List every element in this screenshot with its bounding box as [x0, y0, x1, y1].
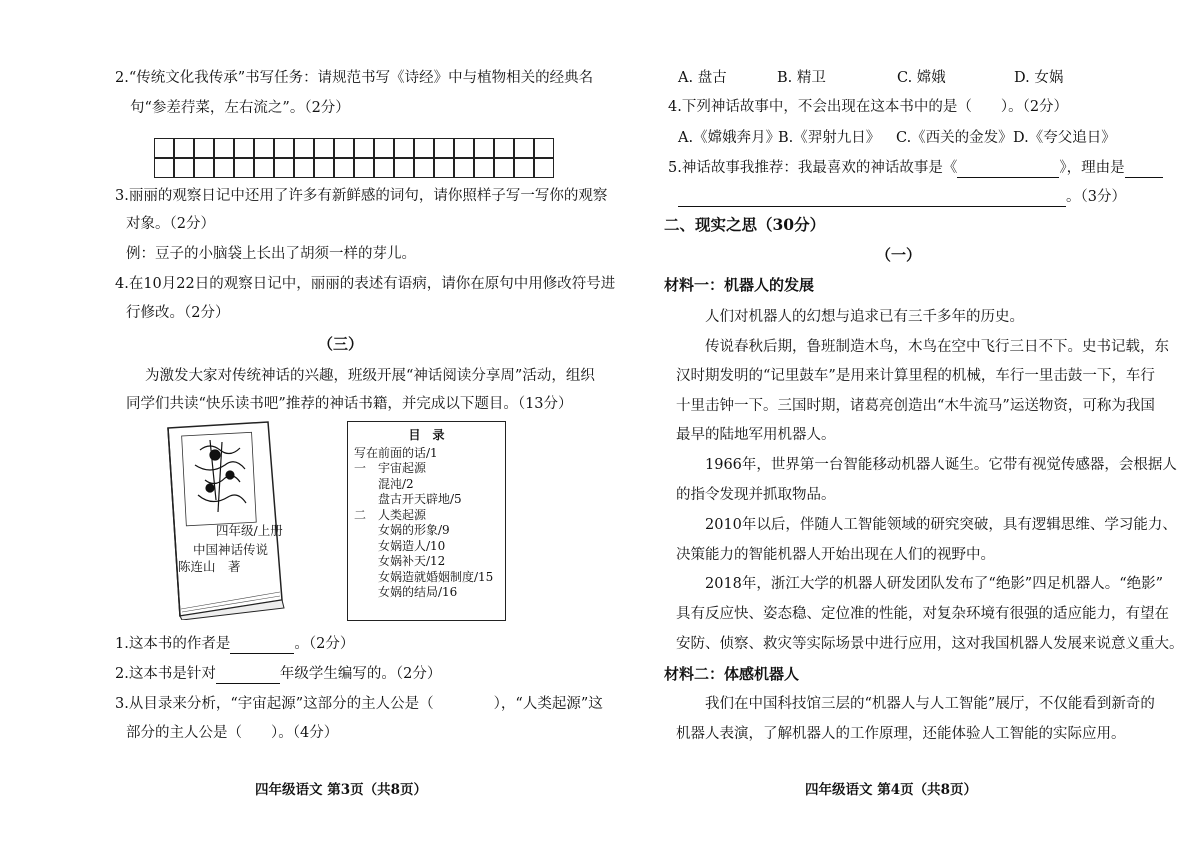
question-4: 4.下列神话故事中，不会出现在这本书中的是（ ）。（2分）	[668, 99, 1069, 115]
q4-option-b[interactable]: B.《羿射九日》	[778, 130, 881, 146]
intro-line2: 同学们共读“快乐读书吧”推荐的神话书籍，并完成以下题目。（13分）	[126, 396, 573, 412]
book-question-3-line2: 部分的主人公是（ ）。（4分）	[126, 725, 339, 741]
m1-paragraph: 的指令发现并抓取物品。	[676, 487, 836, 503]
q4-option-c[interactable]: C.《西关的金发》	[896, 130, 1013, 146]
author-answer-blank[interactable]	[230, 639, 294, 654]
option-a[interactable]: A. 盘古	[678, 70, 727, 86]
material-2-title: 材料二：体感机器人	[664, 665, 800, 683]
intro-line1: 为激发大家对传统神话的兴趣，班级开展“神话阅读分享周”活动，组织	[145, 368, 595, 384]
question-4-line1: 4.在10月22日的观察日记中，丽丽的表述有语病，请你在原句中用修改符号进	[115, 276, 616, 292]
toc-title: 目 录	[408, 428, 445, 442]
q4-option-a[interactable]: A.《嫦娥奔月》	[678, 130, 781, 146]
book-q1-text: 1.这本书的作者是	[115, 636, 231, 652]
m1-paragraph: 安防、侦察、救灾等实际场景中进行应用，这对我国机器人发展来说意义重大。	[676, 636, 1184, 652]
toc-item: 女娲补天/12	[378, 554, 446, 568]
question-3-example: 例：豆子的小脑袋上长出了胡须一样的芽儿。	[126, 246, 416, 262]
option-c[interactable]: C. 嫦娥	[897, 70, 946, 86]
option-d[interactable]: D. 女娲	[1014, 70, 1064, 86]
book-grade: 四年级/上册	[216, 523, 283, 538]
toc-item: 女娲造人/10	[378, 538, 446, 553]
right-page	[600, 0, 1200, 849]
table-of-contents	[347, 421, 506, 621]
m1-paragraph: 2010年以后，伴随人工智能领域的研究突破，具有逻辑思维、学习能力、	[705, 517, 1177, 533]
story-title-blank[interactable]	[957, 163, 1059, 178]
left-page-footer: 四年级语文 第3页（共8页）	[255, 782, 427, 798]
book-q2-score: 年级学生编写的。（2分）	[279, 666, 442, 682]
toc-item: 二 人类起源	[354, 507, 427, 522]
question-5-line1	[668, 158, 1163, 178]
toc-item: 女娲的形象/9	[378, 523, 450, 537]
writing-grid[interactable]	[155, 138, 555, 178]
m1-paragraph: 具有反应快、姿态稳、定位准的性能，对复杂环境有很强的适应能力，有望在	[676, 606, 1169, 622]
q4-option-d[interactable]: D.《夸父追日》	[1013, 130, 1116, 146]
reason-blank-start[interactable]	[1125, 163, 1163, 178]
m1-paragraph: 传说春秋后期，鲁班制造木鸟，木鸟在空中飞行三日不下。史书记载，东	[705, 339, 1169, 355]
book-question-1	[115, 634, 354, 654]
m1-paragraph: 1966年，世界第一台智能移动机器人诞生。它带有视觉传感器，会根据人	[705, 457, 1177, 473]
book-cover-illustration	[160, 420, 285, 620]
toc-item: 女娲造就婚姻制度/15	[378, 569, 494, 584]
m2-paragraph: 机器人表演，了解机器人的工作原理，还能体验人工智能的实际应用。	[676, 726, 1126, 742]
section-3-title: （三）	[318, 335, 364, 353]
m1-paragraph: 最早的陆地军用机器人。	[676, 427, 836, 443]
m1-paragraph: 2018年，浙江大学的机器人研发团队发布了“绝影”四足机器人。“绝影”	[705, 576, 1164, 592]
question-5-line2	[678, 187, 1126, 207]
reason-blank[interactable]	[678, 192, 1066, 207]
part-2-title: 二、现实之思（30分）	[664, 215, 826, 234]
q5-score: 。（3分）	[1066, 189, 1126, 205]
right-page-footer: 四年级语文 第4页（共8页）	[805, 782, 977, 798]
book-q2-text: 2.这本书是针对	[115, 666, 216, 682]
book-q1-score: 。（2分）	[294, 636, 355, 652]
book-question-2	[115, 664, 441, 684]
book-q3-text-a: 3.从目录来分析，“宇宙起源”这部分的主人公是（	[115, 696, 434, 712]
question-2-line2: 句“参差荇菜，左右流之”。（2分）	[130, 100, 350, 116]
toc-item: 女娲的结局/16	[378, 585, 458, 599]
question-2-line1: 2.“传统文化我传承”书写任务：请规范书写《诗经》中与植物相关的经典名	[115, 70, 594, 86]
book-q3-text-b: ），“人类起源”这	[493, 696, 603, 712]
m1-paragraph: 决策能力的智能机器人开始出现在人们的视野中。	[676, 547, 995, 563]
m1-paragraph: 人们对机器人的幻想与追求已有三千多年的历史。	[705, 309, 1024, 325]
option-b[interactable]: B. 精卫	[777, 70, 826, 86]
q5-text-a: 5.神话故事我推荐：我最喜欢的神话故事是《	[668, 160, 958, 176]
q5-text-b: 》，理由是	[1059, 160, 1125, 176]
subsection-1-title: （一）	[876, 246, 922, 264]
m2-paragraph: 我们在中国科技馆三层的“机器人与人工智能”展厅，不仅能看到新奇的	[705, 696, 1155, 712]
toc-item: 一 宇宙起源	[354, 461, 427, 475]
book-question-3-line1	[115, 694, 603, 714]
grade-answer-blank[interactable]	[216, 669, 280, 684]
question-3-line2: 对象。（2分）	[126, 216, 215, 232]
book-author: 陈连山 著	[178, 559, 241, 574]
toc-item: 盘古开天辟地/5	[378, 492, 462, 506]
book-title: 中国神话传说	[193, 542, 269, 557]
question-4-line2: 行修改。（2分）	[126, 305, 230, 321]
toc-item: 写在前面的话/1	[354, 445, 438, 460]
m1-paragraph: 汉时期发明的“记里鼓车”是用来计算里程的机械，车行一里击鼓一下，车行	[676, 368, 1155, 384]
toc-item: 混沌/2	[378, 476, 414, 491]
m1-paragraph: 十里击钟一下。三国时期，诸葛亮创造出“木牛流马”运送物资，可称为我国	[676, 398, 1155, 414]
material-1-title: 材料一：机器人的发展	[664, 276, 815, 294]
question-3-line1: 3.丽丽的观察日记中还用了许多有新鲜感的词句，请你照样子写一写你的观察	[115, 188, 608, 204]
